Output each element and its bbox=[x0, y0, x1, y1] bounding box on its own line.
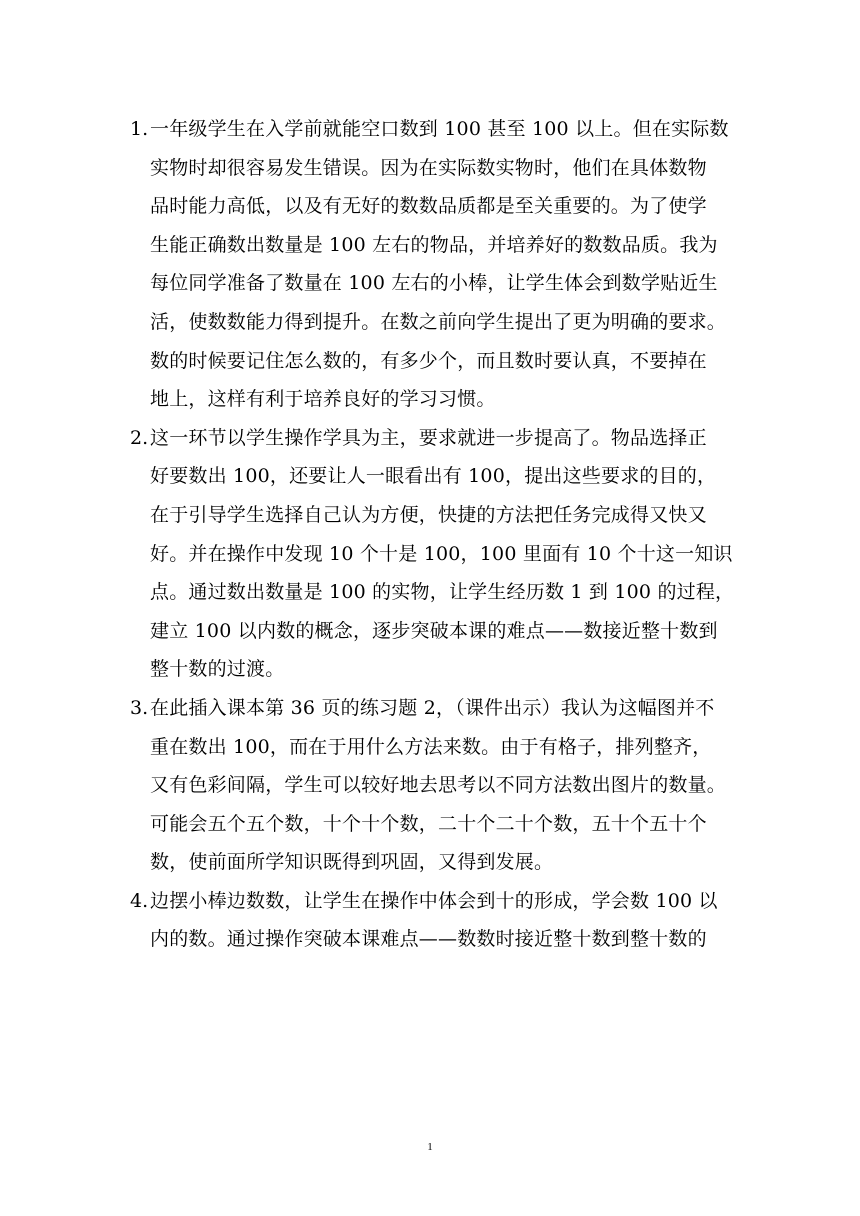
text-line: 边摆小棒边数数，让学生在操作中体会到十的形成，学会数 100 以 bbox=[150, 889, 718, 912]
text-line: 在此插入课本第 36 页的练习题 2，（课件出示）我认为这幅图并不 bbox=[150, 696, 715, 719]
list-item-text bbox=[150, 882, 748, 959]
text-line: 好要数出 100，还要让人一眼看出有 100，提出这些要求的目的， bbox=[150, 465, 717, 488]
list-item bbox=[130, 419, 748, 689]
text-line: 活，使数数能力得到提升。在数之前向学生提出了更为明确的要求。 bbox=[150, 310, 727, 333]
text-line: 生能正确数出数量是 100 左右的物品，并培养好的数数品质。我为 bbox=[150, 233, 718, 256]
text-line: 内的数。通过操作突破本课难点——数数时接近整十数到整十数的 bbox=[150, 928, 707, 951]
text-line: 在于引导学生选择自己认为方便，快捷的方法把任务完成得又快又 bbox=[150, 503, 707, 526]
text-line: 整十数的过渡。 bbox=[150, 658, 285, 681]
list-item-text bbox=[150, 110, 748, 419]
document-body bbox=[130, 110, 748, 959]
text-line: 点。通过数出数量是 100 的实物，让学生经历数 1 到 100 的过程， bbox=[150, 581, 735, 604]
text-line: 数的时候要记住怎么数的，有多少个，而且数时要认真，不要掉在 bbox=[150, 349, 707, 372]
text-line: 又有色彩间隔，学生可以较好地去思考以不同方法数出图片的数量。 bbox=[150, 774, 727, 797]
text-line: 这一环节以学生操作学具为主，要求就进一步提高了。物品选择正 bbox=[150, 426, 707, 449]
list-item-number: 1. bbox=[130, 118, 149, 140]
list-item-text bbox=[150, 689, 748, 882]
text-line: 每位同学准备了数量在 100 左右的小棒，让学生体会到数学贴近生 bbox=[150, 272, 718, 295]
page-number: 1 bbox=[427, 1141, 433, 1153]
text-line: 可能会五个五个数，十个十个数，二十个二十个数，五十个五十个 bbox=[150, 812, 707, 835]
list-item-number: 4. bbox=[130, 889, 149, 912]
text-line: 数，使前面所学知识既得到巩固，又得到发展。 bbox=[150, 851, 554, 874]
text-line: 建立 100 以内数的概念，逐步突破本课的难点——数接近整十数到 bbox=[150, 619, 718, 642]
text-line: 地上，这样有利于培养良好的学习习惯。 bbox=[150, 388, 496, 411]
text-line: 实物时却很容易发生错误。因为在实际数实物时，他们在具体数物 bbox=[150, 156, 707, 179]
text-line: 一年级学生在入学前就能空口数到 100 甚至 100 以上。但在实际数 bbox=[150, 118, 729, 140]
list-item bbox=[130, 110, 748, 419]
text-line: 好。并在操作中发现 10 个十是 100，100 里面有 10 个十这一知识 bbox=[150, 542, 733, 565]
list-item bbox=[130, 882, 748, 959]
text-line: 品时能力高低，以及有无好的数数品质都是至关重要的。为了使学 bbox=[150, 195, 707, 218]
list-item-number: 3. bbox=[130, 696, 149, 719]
list-item bbox=[130, 689, 748, 882]
list-item-text bbox=[150, 419, 748, 689]
text-line: 重在数出 100，而在于用什么方法来数。由于有格子，排列整齐， bbox=[150, 735, 712, 758]
list-item-number: 2. bbox=[130, 426, 149, 449]
